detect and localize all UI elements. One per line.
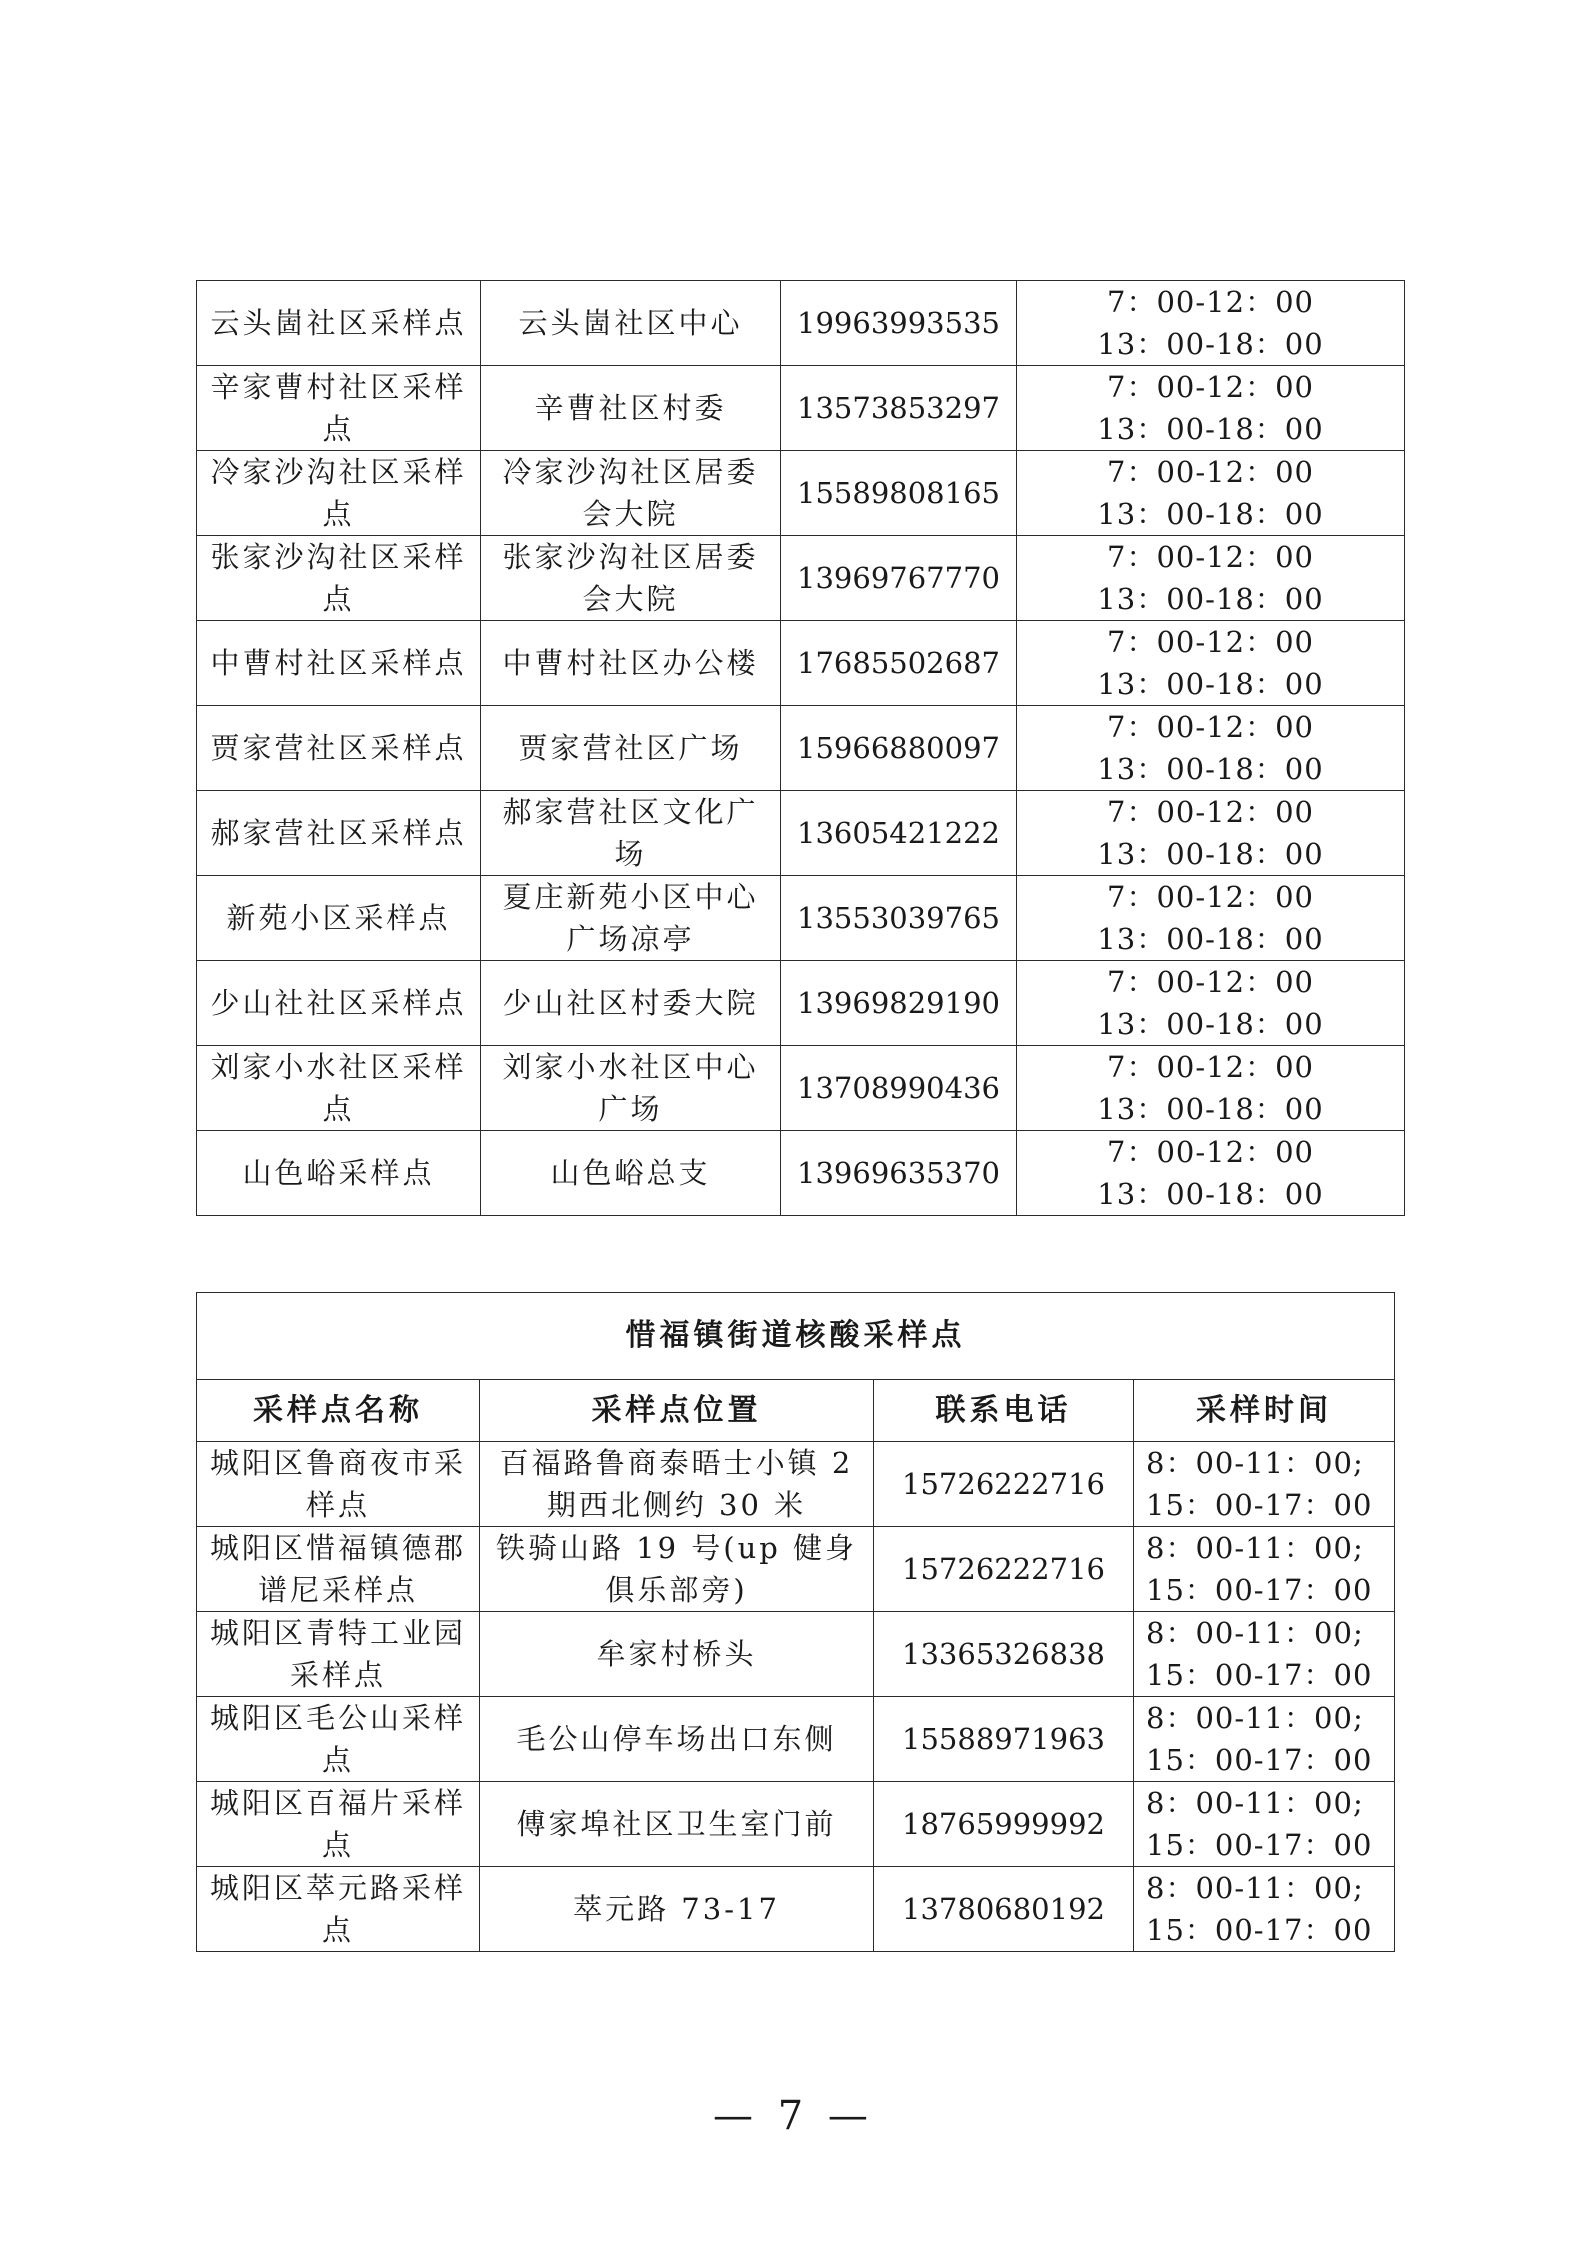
contact-phone: 13969829190 — [781, 961, 1017, 1046]
sampling-time-morning: 8：00-11：00; — [1146, 1786, 1364, 1820]
sampling-time — [1017, 961, 1405, 1046]
contact-phone: 13969635370 — [781, 1131, 1017, 1216]
sampling-point-location: 百福路鲁商泰晤士小镇 2 期西北侧约 30 米 — [480, 1442, 874, 1527]
sampling-time-afternoon: 13：00-18：00 — [1097, 1177, 1324, 1211]
sampling-point-name: 城阳区萃元路采样点 — [197, 1867, 480, 1952]
contact-phone: 13780680192 — [874, 1867, 1134, 1952]
contact-phone: 13969767770 — [781, 536, 1017, 621]
sampling-point-name: 张家沙沟社区采样点 — [197, 536, 481, 621]
table-header-row — [197, 1380, 1395, 1442]
sampling-point-location: 少山社区村委大院 — [481, 961, 781, 1046]
table-row — [197, 1046, 1405, 1131]
sampling-time-morning: 7：00-12：00 — [1107, 285, 1314, 319]
header-location: 采样点位置 — [480, 1380, 874, 1442]
sampling-time — [1134, 1612, 1395, 1697]
table-row — [197, 366, 1405, 451]
xifu-town-sampling-points-table — [196, 1292, 1395, 1952]
contact-phone: 13553039765 — [781, 876, 1017, 961]
sampling-point-location: 铁骑山路 19 号(up 健身俱乐部旁) — [480, 1527, 874, 1612]
sampling-time-morning: 8：00-11：00; — [1146, 1616, 1364, 1650]
table-row — [197, 451, 1405, 536]
sampling-point-location: 中曹村社区办公楼 — [481, 621, 781, 706]
sampling-point-name: 城阳区青特工业园采样点 — [197, 1612, 480, 1697]
sampling-time-afternoon: 13：00-18：00 — [1097, 837, 1324, 871]
page-number: — 7 — — [713, 2093, 874, 2139]
contact-phone: 13605421222 — [781, 791, 1017, 876]
sampling-time — [1134, 1782, 1395, 1867]
sampling-time-morning: 7：00-12：00 — [1107, 1135, 1314, 1169]
sampling-time — [1134, 1867, 1395, 1952]
sampling-time — [1017, 1046, 1405, 1131]
sampling-point-name: 城阳区鲁商夜市采样点 — [197, 1442, 480, 1527]
sampling-time-afternoon: 13：00-18：00 — [1097, 497, 1324, 531]
sampling-time-morning: 8：00-11：00; — [1146, 1446, 1364, 1480]
table-row — [197, 536, 1405, 621]
sampling-time-morning: 7：00-12：00 — [1107, 880, 1314, 914]
table-row — [197, 1442, 1395, 1527]
sampling-point-location: 傅家埠社区卫生室门前 — [480, 1782, 874, 1867]
header-phone: 联系电话 — [874, 1380, 1134, 1442]
sampling-time — [1017, 621, 1405, 706]
sampling-time — [1017, 1131, 1405, 1216]
sampling-time-afternoon: 13：00-18：00 — [1097, 752, 1324, 786]
sampling-time-morning: 7：00-12：00 — [1107, 455, 1314, 489]
sampling-points-table-continued — [196, 280, 1405, 1216]
contact-phone: 13573853297 — [781, 366, 1017, 451]
table-row — [197, 876, 1405, 961]
sampling-time-morning: 7：00-12：00 — [1107, 710, 1314, 744]
contact-phone: 15726222716 — [874, 1527, 1134, 1612]
contact-phone: 13708990436 — [781, 1046, 1017, 1131]
table-title: 惜福镇街道核酸采样点 — [197, 1293, 1395, 1380]
sampling-point-name: 贾家营社区采样点 — [197, 706, 481, 791]
table-row — [197, 1782, 1395, 1867]
sampling-point-location: 冷家沙沟社区居委会大院 — [481, 451, 781, 536]
table-title-row — [197, 1293, 1395, 1380]
contact-phone: 17685502687 — [781, 621, 1017, 706]
sampling-point-location: 萃元路 73-17 — [480, 1867, 874, 1952]
table-row — [197, 791, 1405, 876]
table-row — [197, 961, 1405, 1046]
sampling-time-morning: 7：00-12：00 — [1107, 370, 1314, 404]
contact-phone: 19963993535 — [781, 281, 1017, 366]
sampling-point-name: 新苑小区采样点 — [197, 876, 481, 961]
table-row — [197, 1527, 1395, 1612]
contact-phone: 15726222716 — [874, 1442, 1134, 1527]
table1-body — [197, 281, 1405, 1216]
table-row — [197, 281, 1405, 366]
sampling-time — [1017, 791, 1405, 876]
sampling-point-location: 夏庄新苑小区中心广场凉亭 — [481, 876, 781, 961]
sampling-time-afternoon: 13：00-18：00 — [1097, 327, 1324, 361]
header-name: 采样点名称 — [197, 1380, 480, 1442]
sampling-time — [1017, 876, 1405, 961]
sampling-point-location: 刘家小水社区中心广场 — [481, 1046, 781, 1131]
sampling-time-morning: 8：00-11：00; — [1146, 1871, 1364, 1905]
sampling-time — [1017, 536, 1405, 621]
sampling-point-name: 中曹村社区采样点 — [197, 621, 481, 706]
sampling-time — [1017, 281, 1405, 366]
contact-phone: 15966880097 — [781, 706, 1017, 791]
table-row — [197, 1867, 1395, 1952]
sampling-point-name: 城阳区毛公山采样点 — [197, 1697, 480, 1782]
table-row — [197, 1697, 1395, 1782]
contact-phone: 13365326838 — [874, 1612, 1134, 1697]
sampling-time — [1017, 706, 1405, 791]
sampling-time-morning: 8：00-11：00; — [1146, 1701, 1364, 1735]
sampling-time-afternoon: 13：00-18：00 — [1097, 922, 1324, 956]
sampling-point-name: 郝家营社区采样点 — [197, 791, 481, 876]
table-row — [197, 706, 1405, 791]
table-row — [197, 1131, 1405, 1216]
sampling-point-location: 牟家村桥头 — [480, 1612, 874, 1697]
sampling-time-morning: 7：00-12：00 — [1107, 540, 1314, 574]
sampling-point-name: 城阳区惜福镇德郡谱尼采样点 — [197, 1527, 480, 1612]
sampling-time-afternoon: 13：00-18：00 — [1097, 1092, 1324, 1126]
contact-phone: 15589808165 — [781, 451, 1017, 536]
table2-body — [197, 1442, 1395, 1952]
sampling-time-afternoon: 15：00-17：00 — [1146, 1658, 1373, 1692]
sampling-time-afternoon: 15：00-17：00 — [1146, 1828, 1373, 1862]
sampling-time-afternoon: 13：00-18：00 — [1097, 1007, 1324, 1041]
sampling-point-name: 云头崮社区采样点 — [197, 281, 481, 366]
contact-phone: 18765999992 — [874, 1782, 1134, 1867]
sampling-point-name: 少山社社区采样点 — [197, 961, 481, 1046]
sampling-time — [1017, 451, 1405, 536]
sampling-time-afternoon: 15：00-17：00 — [1146, 1913, 1373, 1947]
sampling-time — [1017, 366, 1405, 451]
sampling-time-morning: 7：00-12：00 — [1107, 625, 1314, 659]
sampling-point-location: 山色峪总支 — [481, 1131, 781, 1216]
sampling-point-name: 城阳区百福片采样点 — [197, 1782, 480, 1867]
sampling-point-location: 张家沙沟社区居委会大院 — [481, 536, 781, 621]
sampling-point-location: 云头崮社区中心 — [481, 281, 781, 366]
sampling-point-location: 贾家营社区广场 — [481, 706, 781, 791]
sampling-time-afternoon: 15：00-17：00 — [1146, 1573, 1373, 1607]
sampling-time — [1134, 1442, 1395, 1527]
sampling-point-location: 郝家营社区文化广场 — [481, 791, 781, 876]
sampling-time — [1134, 1697, 1395, 1782]
sampling-time-afternoon: 15：00-17：00 — [1146, 1743, 1373, 1777]
sampling-time-morning: 8：00-11：00; — [1146, 1531, 1364, 1565]
table-row — [197, 621, 1405, 706]
sampling-time-afternoon: 13：00-18：00 — [1097, 582, 1324, 616]
sampling-point-name: 辛家曹村社区采样点 — [197, 366, 481, 451]
sampling-time-afternoon: 15：00-17：00 — [1146, 1488, 1373, 1522]
sampling-time-morning: 7：00-12：00 — [1107, 795, 1314, 829]
sampling-time-morning: 7：00-12：00 — [1107, 1050, 1314, 1084]
sampling-point-name: 刘家小水社区采样点 — [197, 1046, 481, 1131]
contact-phone: 15588971963 — [874, 1697, 1134, 1782]
sampling-point-location: 毛公山停车场出口东侧 — [480, 1697, 874, 1782]
header-time: 采样时间 — [1134, 1380, 1395, 1442]
sampling-point-name: 冷家沙沟社区采样点 — [197, 451, 481, 536]
sampling-point-name: 山色峪采样点 — [197, 1131, 481, 1216]
sampling-time-afternoon: 13：00-18：00 — [1097, 667, 1324, 701]
sampling-point-location: 辛曹社区村委 — [481, 366, 781, 451]
sampling-time-afternoon: 13：00-18：00 — [1097, 412, 1324, 446]
sampling-time-morning: 7：00-12：00 — [1107, 965, 1314, 999]
sampling-time — [1134, 1527, 1395, 1612]
table-row — [197, 1612, 1395, 1697]
